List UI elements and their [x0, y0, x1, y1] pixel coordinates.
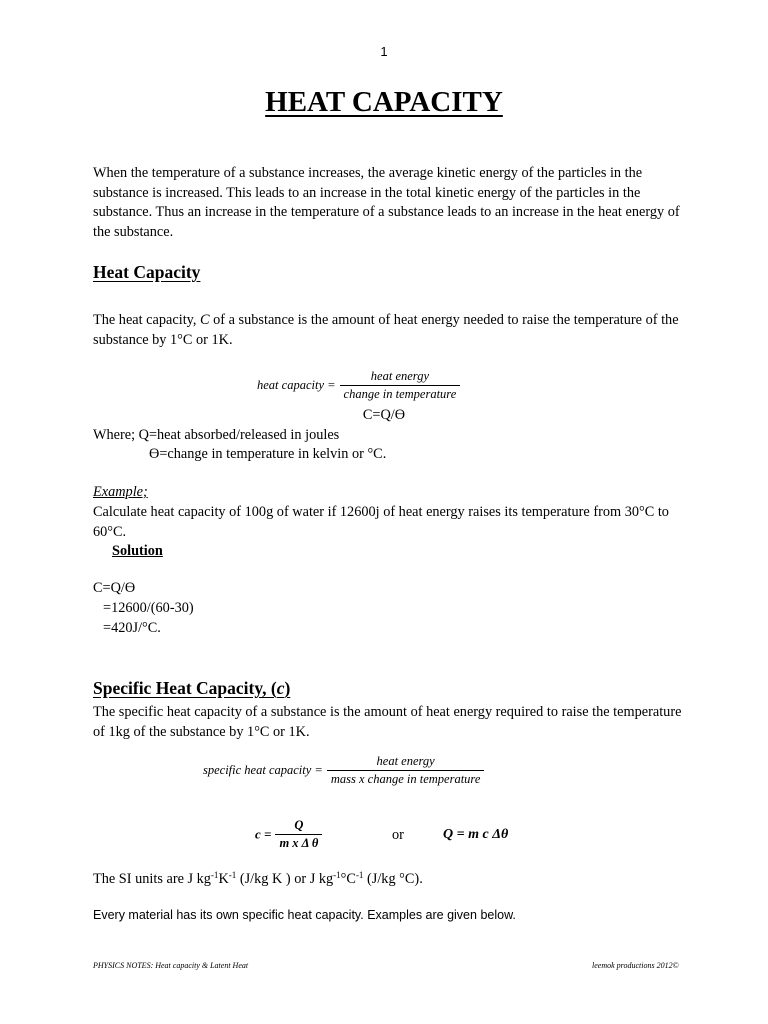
specific-formula-lhs: specific heat capacity =: [203, 763, 323, 777]
si-units: The SI units are J $kg^{-1}K^{-1}$ (J/kg K ) or J $kg^{-1}^\circ C^{-1}$ (J/kg °C).: [93, 870, 423, 887]
definition-symbol: C: [200, 312, 210, 328]
footer-left: PHYSICS NOTES: Heat capacity & Latent Heat: [93, 961, 249, 970]
page-title: HEAT CAPACITY: [265, 86, 503, 118]
specific-heat-heading: Specific Heat Capacity, (c): [93, 678, 291, 698]
formula-fraction: [340, 369, 461, 402]
example-question: [93, 503, 685, 542]
formula-short: C=Q/Ɵ: [362, 407, 406, 423]
intro-paragraph: [93, 164, 685, 242]
specific-heat-formula: [203, 754, 484, 787]
closing-sentence: Every material has its own specific heat capacity. Examples are given below.: [93, 908, 516, 922]
c-formula-fraction: [275, 818, 322, 851]
solution-step-3: =420J/°C.: [103, 620, 161, 636]
heat-capacity-heading: Heat Capacity: [93, 262, 201, 282]
or-label: or: [392, 827, 404, 843]
formula-numerator: heat energy: [340, 369, 461, 386]
intro-text: When the temperature of a substance increases, the average kinetic energy of the particles in the substance is increased. This leads to an increase in the total kinetic energy of the particles in the substance. Thus an increase in the temperature of a substance leads to an increase in the heat energy of the substance.: [93, 165, 680, 240]
c-formula-denominator: m x Δ θ: [279, 836, 319, 850]
formula-lhs: heat capacity =: [257, 378, 336, 392]
example-question-text: Calculate heat capacity of 100g of water if 12600j of heat energy raises its temperature from 30°C to 60°C.: [93, 504, 669, 540]
example-label: Example;: [93, 484, 148, 500]
where-line-2: Ɵ=change in temperature in kelvin or °C.: [149, 446, 387, 462]
definition-part2: of a substance is the amount of heat energy needed to raise the temperature of the substance by 1°C or 1K.: [93, 312, 679, 348]
where-line-1: Where; Q=heat absorbed/released in joules: [93, 427, 340, 443]
heat-capacity-formula: [257, 369, 460, 402]
solution-step-1: C=Q/Ɵ: [93, 580, 136, 596]
specific-heat-definition-text: The specific heat capacity of a substance is the amount of heat energy required to raise the temperature of 1kg of the substance by 1°C or 1K.: [93, 704, 682, 740]
page-number: 1: [380, 44, 388, 59]
c-formula-numerator: Q: [275, 818, 322, 835]
specific-heat-definition: [93, 703, 685, 742]
solution-step-2: =12600/(60-30): [103, 600, 194, 616]
solution-label: Solution: [112, 543, 163, 559]
specific-formula-fraction: [327, 754, 485, 787]
alt-formula: Q = m c Δθ: [443, 827, 509, 842]
specific-formula-denominator: mass x change in temperature: [330, 772, 481, 786]
heat-capacity-definition: [93, 311, 685, 350]
c-formula-lhs: c =: [255, 826, 272, 842]
c-formula: [255, 818, 322, 851]
specific-formula-numerator: heat energy: [327, 754, 485, 771]
footer-right: leemok productions 2012©: [592, 961, 679, 970]
definition-part1: The heat capacity,: [93, 312, 201, 328]
formula-denominator: change in temperature: [343, 387, 457, 401]
